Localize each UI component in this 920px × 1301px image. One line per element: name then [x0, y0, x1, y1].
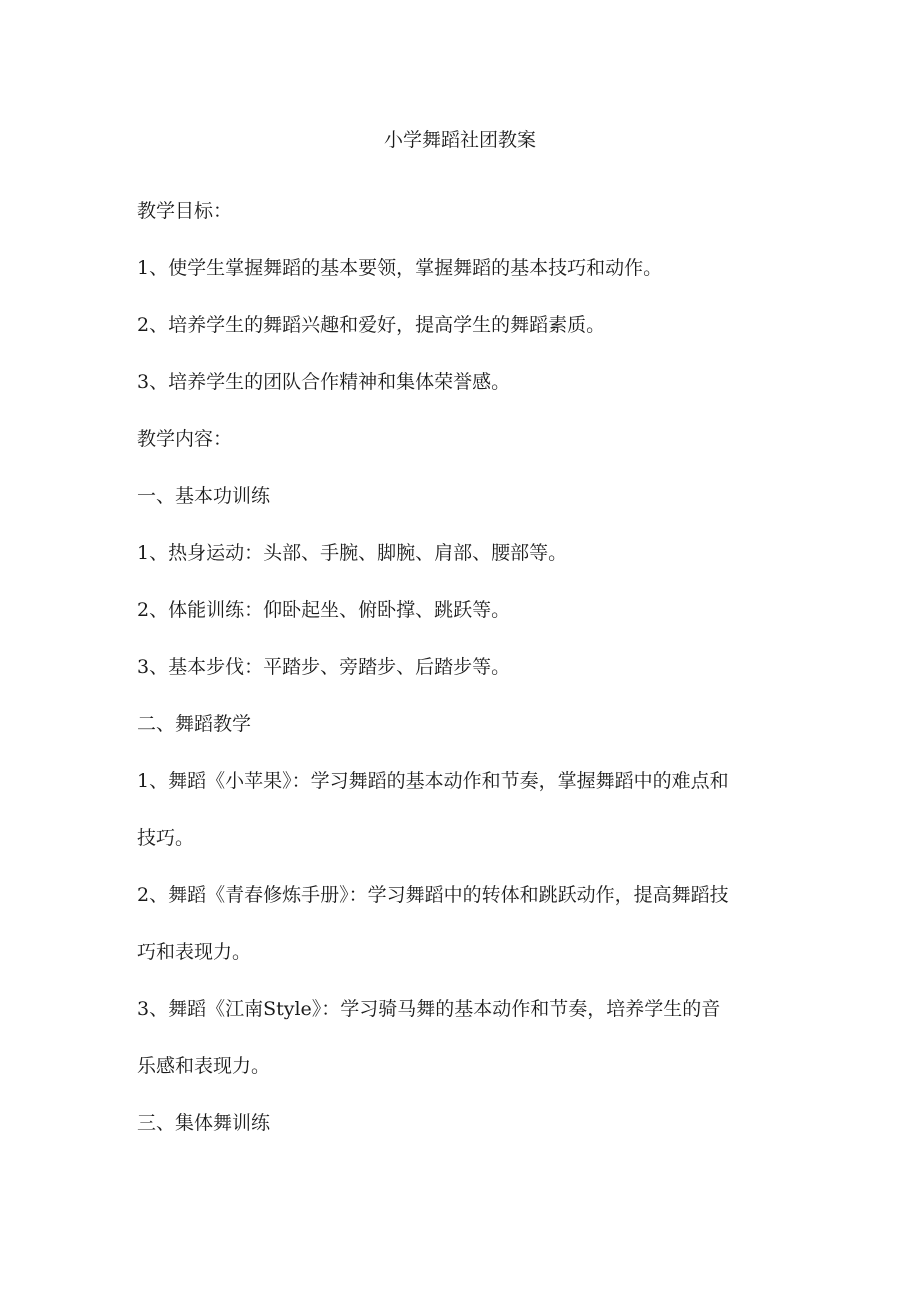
- objective-item: 2、培养学生的舞蹈兴趣和爱好，提高学生的舞蹈素质。: [137, 314, 606, 336]
- subsection-heading: 二、舞蹈教学: [137, 713, 252, 735]
- content-item-line: 乐感和表现力。: [137, 1055, 271, 1077]
- content-item: 3、基本步伐：平踏步、旁踏步、后踏步等。: [137, 656, 511, 678]
- objective-item: 3、培养学生的团队合作精神和集体荣誉感。: [137, 371, 511, 393]
- content-item-line: 技巧。: [137, 827, 195, 849]
- objective-item: 1、使学生掌握舞蹈的基本要领，掌握舞蹈的基本技巧和动作。: [137, 257, 663, 279]
- document-body: [137, 183, 787, 1152]
- content-item: 2、体能训练：仰卧起坐、俯卧撑、跳跃等。: [137, 599, 511, 621]
- content-item-line: 3、舞蹈《江南Style》：学习骑马舞的基本动作和节奏，培养学生的音: [137, 998, 721, 1020]
- content-item: 1、热身运动：头部、手腕、脚腕、肩部、腰部等。: [137, 542, 568, 564]
- subsection-heading: 三、集体舞训练: [137, 1112, 271, 1134]
- content-item-line: 2、舞蹈《青春修炼手册》：学习舞蹈中的转体和跳跃动作，提高舞蹈技: [137, 884, 729, 906]
- content-item-line: 巧和表现力。: [137, 941, 252, 963]
- section-heading-content: 教学内容：: [137, 428, 233, 450]
- subsection-heading: 一、基本功训练: [137, 485, 271, 507]
- section-heading-objectives: 教学目标：: [137, 200, 233, 222]
- document-title: 小学舞蹈社团教案: [383, 129, 536, 151]
- content-item-line: 1、舞蹈《小苹果》：学习舞蹈的基本动作和节奏，掌握舞蹈中的难点和: [137, 770, 729, 792]
